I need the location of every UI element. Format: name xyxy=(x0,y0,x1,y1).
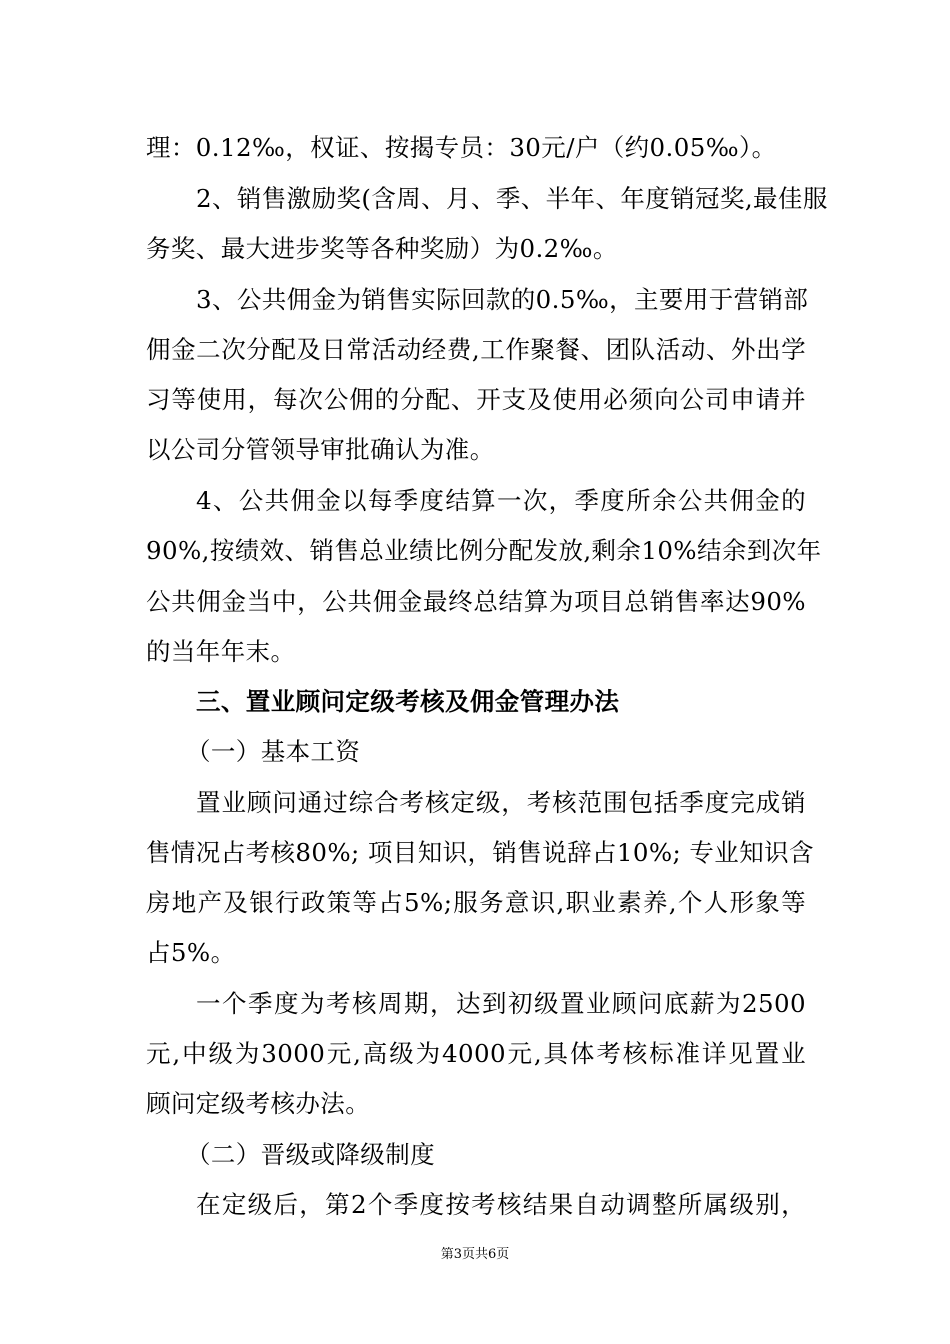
subsection-heading: （一）基本工资 xyxy=(186,737,361,766)
text-line: 置业顾问通过综合考核定级，考核范围包括季度完成销 xyxy=(196,788,806,817)
text-line: 90%,按绩效、销售总业绩比例分配发放,剩余10%结余到次年 xyxy=(146,536,822,565)
text-line: 的当年年末。 xyxy=(146,637,296,666)
text-line: 习等使用，每次公佣的分配、开支及使用必须向公司申请并 xyxy=(146,385,806,414)
text-line: 顾问定级考核办法。 xyxy=(146,1089,371,1118)
text-line: 务奖、最大进步奖等各种奖励）为0.2‰。 xyxy=(146,234,618,263)
subsection-heading: （二）晋级或降级制度 xyxy=(186,1140,435,1169)
text-line: 房地产及银行政策等占5%;服务意识,职业素养,个人形象等 xyxy=(146,888,806,917)
text-line: 元,中级为3000元,高级为4000元,具体考核标准详见置业 xyxy=(146,1039,806,1068)
text-line: 在定级后，第2个季度按考核结果自动调整所属级别， xyxy=(196,1190,806,1219)
text-line: 以公司分管领导审批确认为准。 xyxy=(146,435,495,464)
text-line: 公共佣金当中，公共佣金最终总结算为项目总销售率达90% xyxy=(146,587,806,616)
text-line: 理：0.12‰，权证、按揭专员：30元/户（约0.05‰）。 xyxy=(146,133,777,162)
text-line: 佣金二次分配及日常活动经费,工作聚餐、团队活动、外出学 xyxy=(146,335,806,364)
page-number: 第3页共6页 xyxy=(440,1247,510,1262)
text-line: 2、销售激励奖(含周、月、季、半年、年度销冠奖,最佳服 xyxy=(196,184,828,213)
text-line: 4、公共佣金以每季度结算一次，季度所余公共佣金的 xyxy=(196,486,806,515)
text-line: 3、公共佣金为销售实际回款的0.5‰，主要用于营销部 xyxy=(196,285,809,314)
section-heading: 三、置业顾问定级考核及佣金管理办法 xyxy=(196,687,620,716)
text-line: 占5%。 xyxy=(146,938,236,967)
text-line: 售情况占考核80%; 项目知识，销售说辞占10%; 专业知识含 xyxy=(146,838,814,867)
text-line: 一个季度为考核周期，达到初级置业顾问底薪为2500 xyxy=(196,989,806,1018)
